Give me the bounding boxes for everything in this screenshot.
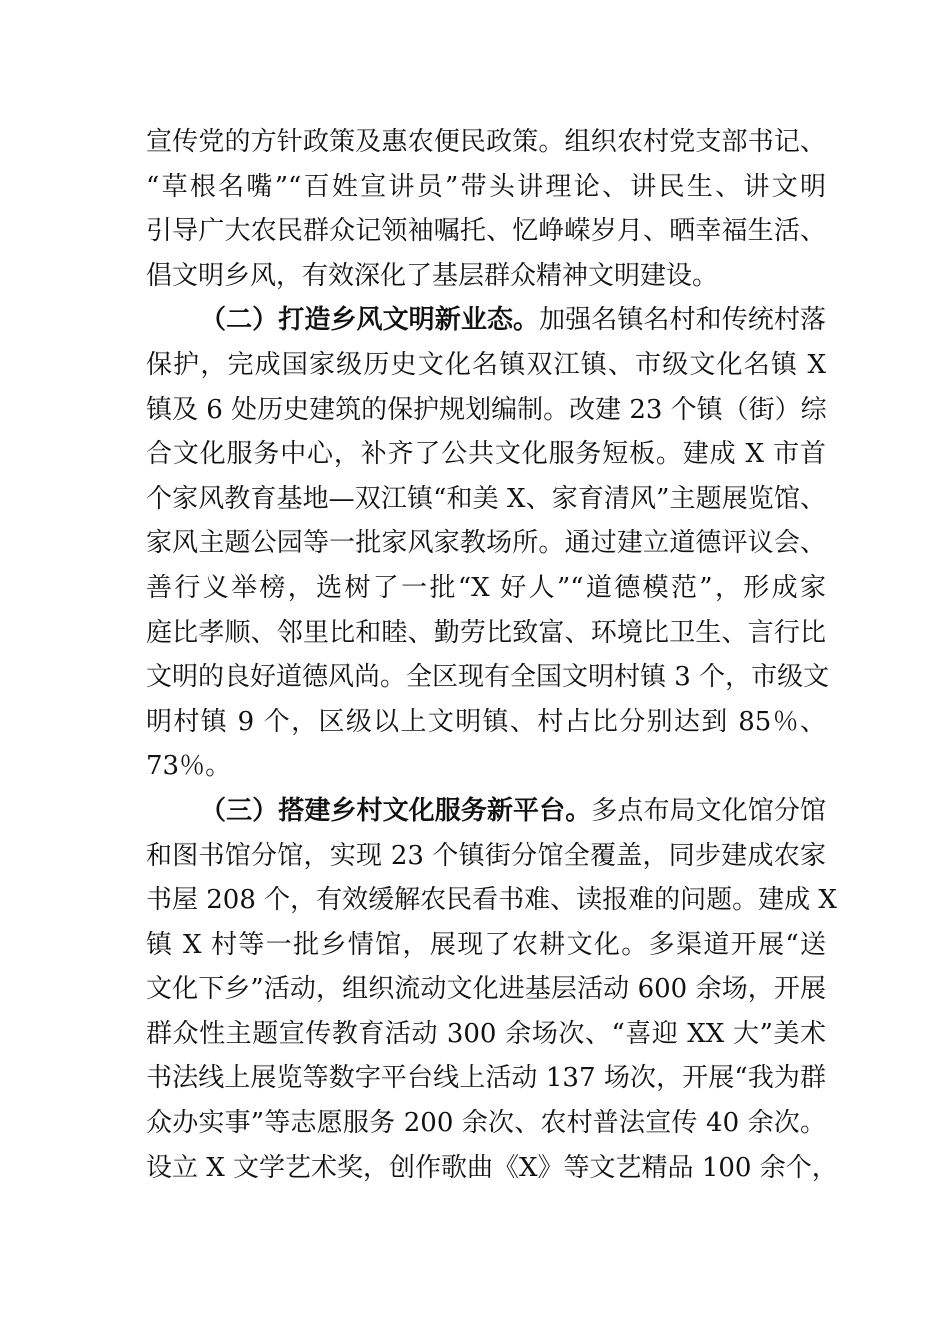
text-line: 73％。 <box>146 751 232 782</box>
text-line: 合文化服务中心，补齐了公共文化服务短板。建成 X 市首 <box>146 439 826 470</box>
paragraph-1 <box>146 120 826 298</box>
text-line: 镇及 6 处历史建筑的保护规划编制。改建 23 个镇（街）综 <box>146 394 827 425</box>
text-line: 和图书馆分馆，实现 23 个镇街分馆全覆盖，同步建成农家 <box>146 840 826 871</box>
text-line: 书法线上展览等数字平台线上活动 137 场次，开展“我为群 <box>146 1063 826 1094</box>
text-line: 众办实事”等志愿服务 200 余次、农村普法宣传 40 余次。 <box>146 1108 826 1139</box>
text-line: 个家风教育基地—双江镇“和美 X、家育清风”主题展览馆、 <box>146 483 826 514</box>
text-line: 倡文明乡风，有效深化了基层群众精神文明建设。 <box>146 260 719 291</box>
text-line: 设立 X 文学艺术奖，创作歌曲《X》等文艺精品 100 余个， <box>146 1152 838 1183</box>
text-line: 文化下乡”活动，组织流动文化进基层活动 600 余场，开展 <box>146 974 826 1005</box>
body-text <box>146 120 838 1190</box>
text-line: “草根名嘴”“百姓宣讲员”带头讲理论、讲民生、讲文明 <box>146 171 826 202</box>
text-line: 家风主题公园等一批家风家教场所。通过建立道德评议会、 <box>146 528 826 559</box>
text-line: 引导广大农民群众记领袖嘱托、忆峥嵘岁月、晒幸福生活、 <box>146 216 826 247</box>
text-line: 群众性主题宣传教育活动 300 余场次、“喜迎 XX 大”美术 <box>146 1018 826 1049</box>
paragraph-3 <box>146 789 838 1190</box>
paragraph-2 <box>146 298 830 789</box>
text-line: 明村镇 9 个，区级以上文明镇、村占比分别达到 85％、 <box>146 706 826 737</box>
text-line: 保护，完成国家级历史文化名镇双江镇、市级文化名镇 X <box>146 349 826 380</box>
text-line: 书屋 208 个，有效缓解农民看书难、读报难的问题。建成 X <box>146 885 837 916</box>
text-line-rest: 加强名镇名村和传统村落 <box>539 305 826 336</box>
text-line: 文明的良好道德风尚。全区现有全国文明村镇 3 个，市级文 <box>146 662 830 693</box>
text-line <box>146 789 826 834</box>
text-line: 庭比孝顺、邻里比和睦、勤劳比致富、环境比卫生、言行比 <box>146 617 826 648</box>
text-line: 善行义举榜，选树了一批“X 好人”“道德模范”，形成家 <box>146 572 826 603</box>
text-line: 镇 X 村等一批乡情馆，展现了农耕文化。多渠道开展“送 <box>146 929 826 960</box>
text-line <box>146 298 826 343</box>
section-heading-3: （三）搭建乡村文化服务新平台。 <box>200 795 592 826</box>
text-line: 宣传党的方针政策及惠农便民政策。组织农村党支部书记、 <box>146 127 826 157</box>
text-line-rest: 多点布局文化馆分馆 <box>591 795 826 826</box>
section-heading-2: （二）打造乡风文明新业态。 <box>200 305 540 336</box>
